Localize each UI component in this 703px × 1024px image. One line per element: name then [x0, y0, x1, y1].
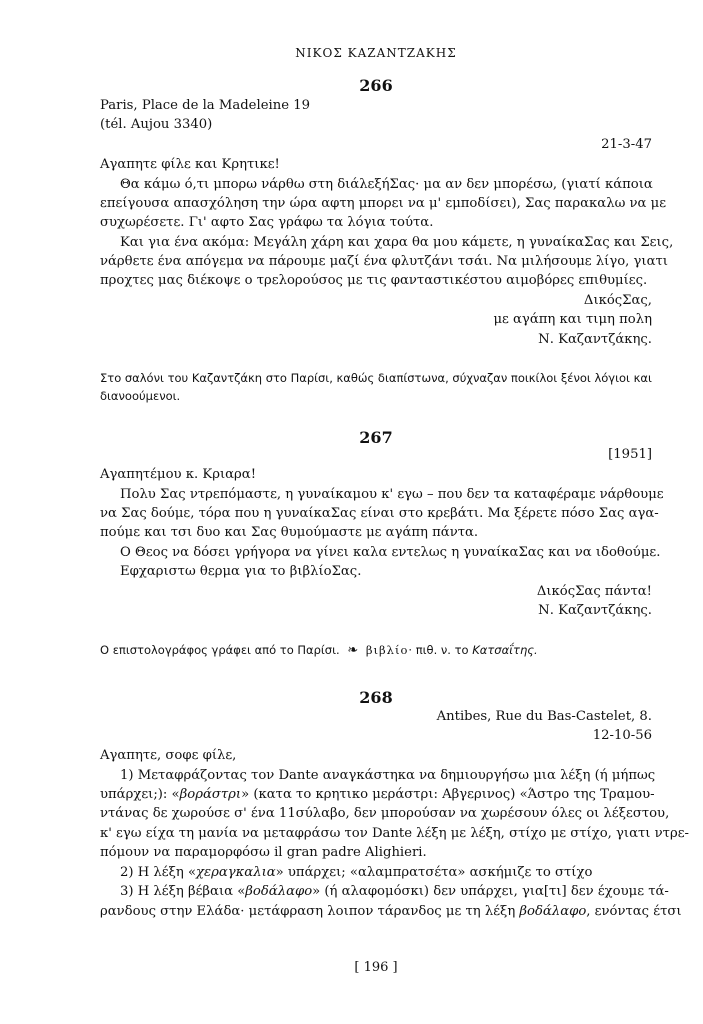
closing: ΔικόςΣας,	[583, 293, 652, 308]
body-line	[100, 883, 669, 901]
text-run: υπάρχει;): «	[100, 787, 180, 802]
italic-term: βοδάλαφο	[245, 884, 313, 899]
body-line: ντάνας δε χωρούσε σ' ένα 11σύλαβο, δεν μπορούσαν να χωρέσουν όλες οι λέξεστου,	[100, 806, 670, 821]
running-head: ΝΙΚΟΣ ΚΑΖΑΝΤΖΑΚΗΣ	[295, 46, 457, 60]
italic-term: βοδάλαφο	[519, 904, 587, 919]
address-phone: (tél. Aujou 3340)	[100, 117, 213, 132]
note-text: Ο επιστολογράφος γράφει από το Παρίσι.	[100, 643, 340, 657]
body-line	[100, 786, 655, 804]
letter-number: 268	[359, 688, 393, 707]
body-line	[100, 903, 682, 921]
body-line: Και για ένα ακόμα: Μεγάλη χάρη και χαρα θα μου κάμετε, η γυναίκαΣας και Σεις,	[120, 235, 674, 250]
body-line: να Σας δούμε, τόρα που η γυναίκαΣας είναι στο κρεβάτι. Μα ξέρετε πόσο Σας αγα-	[100, 506, 659, 521]
salutation: Αγαπητέμου κ. Κριαρα!	[100, 467, 256, 482]
page-number: [ 196 ]	[354, 960, 398, 975]
body-line: συχωρέσετε. Γι' αφτο Σας γράφω τα λόγια τούτα.	[100, 215, 434, 230]
note-lemma: βιβλίο	[365, 643, 409, 657]
closing: με αγάπη και τιμη πολη	[493, 312, 652, 327]
letter-date: 21-3-47	[601, 137, 652, 152]
letter-number: 266	[359, 76, 393, 95]
editor-note	[100, 642, 652, 659]
signature: Ν. Καζαντζάκης.	[538, 332, 652, 347]
text-run: » (κατα το κρητικο μεράστρι: Αβγερινος) «Άστρο της Τραμου-	[241, 787, 655, 802]
editor-note: διανοούμενοι.	[100, 389, 181, 403]
address: Antibes, Rue du Bas-Castelet, 8.	[436, 709, 652, 724]
body-line: πόμουν να παραμορφόσω il gran padre Alighieri.	[100, 845, 427, 860]
signature: Ν. Καζαντζάκης.	[538, 603, 652, 618]
editor-note: Στο σαλόνι του Καζαντζάκη στο Παρίσι, καθώς διαπίστωνα, σύχναζαν ποικίλοι ξένοι λόγιοι και	[100, 371, 652, 385]
text-run: , ενόντας έτσι	[586, 904, 682, 919]
letter-date: [1951]	[608, 447, 652, 462]
body-line: 1) Μεταφράζοντας τον Dante αναγκάστηκα να δημιουργήσω μια λέξη (ή μήπως	[120, 768, 656, 783]
body-line: Εφχαριστω θερμα για το βιβλίοΣας.	[120, 564, 362, 579]
letter-date: 12-10-56	[592, 728, 652, 743]
body-line: προχτες μας διέκοψε ο τρελορούσος με τις φανταστικέστου αιμοβόρες επιθυμίες.	[100, 273, 648, 288]
body-line: πούμε και τσι δυο και Σας θυμούμαστε με αγάπη πάντα.	[100, 525, 479, 540]
address: Paris, Place de la Madeleine 19	[100, 98, 310, 113]
closing: ΔικόςΣας πάντα!	[536, 584, 652, 599]
text-run: 2) Η λέξη «	[120, 865, 197, 880]
page	[100, 0, 690, 1024]
text-run: 3) Η λέξη βέβαια «	[120, 884, 246, 899]
letter-number: 267	[359, 428, 393, 447]
text-run: ρανδους στην Ελάδα· μετάφραση λοιπον τάρανδος με τη λέξη	[100, 904, 520, 919]
body-line: Πολυ Σας ντρεπόμαστε, η γυναίκαμου κ' εγω – που δεν τα καταφέραμε νάρθουμε	[120, 487, 664, 502]
body-line: επείγουσα απασχόληση την ώρα αφτη μπορει να μ' εμποδίσει), Σας παρακαλω να με	[100, 196, 667, 211]
note-rest: · πιθ. ν. το	[408, 643, 469, 657]
salutation: Αγαπητε φίλε και Κρητικε!	[100, 157, 280, 172]
body-line: νάρθετε ένα απόγεμα να πάρουμε μαζί ένα φλυτζάνι τσάι. Να μιλήσουμε λίγο, γιατι	[100, 254, 668, 269]
fleuron-icon: ❧	[347, 643, 359, 658]
italic-term: βοράστρι	[179, 787, 242, 802]
body-line	[100, 864, 652, 882]
text-run: » υπάρχει; «αλαμπρατσέτα» ασκήμιζε το στίχο	[275, 865, 593, 880]
body-line: Θα κάμω ό,τι μπορω νάρθω στη διάλεξήΣας· μα αν δεν μπορέσω, (γιατί κάποια	[120, 177, 653, 192]
italic-term: χεραγκαλια	[196, 865, 276, 880]
salutation: Αγαπητε, σοφε φίλε,	[100, 748, 237, 763]
note-italic: Κατσαΐτης.	[472, 643, 538, 657]
body-line: κ' εγω είχα τη μανία να μεταφράσω τον Dante λέξη με λέξη, στίχο με στίχο, γιατι ντρε-	[100, 826, 690, 841]
text-run: » (ή αλαφομόσκι) δεν υπάρχει, για[τι] δεν έχουμε τά-	[312, 884, 669, 899]
body-line: Ο Θεος να δόσει γρήγορα να γίνει καλα εντελως η γυναίκαΣας και να ιδοθούμε.	[120, 545, 661, 560]
